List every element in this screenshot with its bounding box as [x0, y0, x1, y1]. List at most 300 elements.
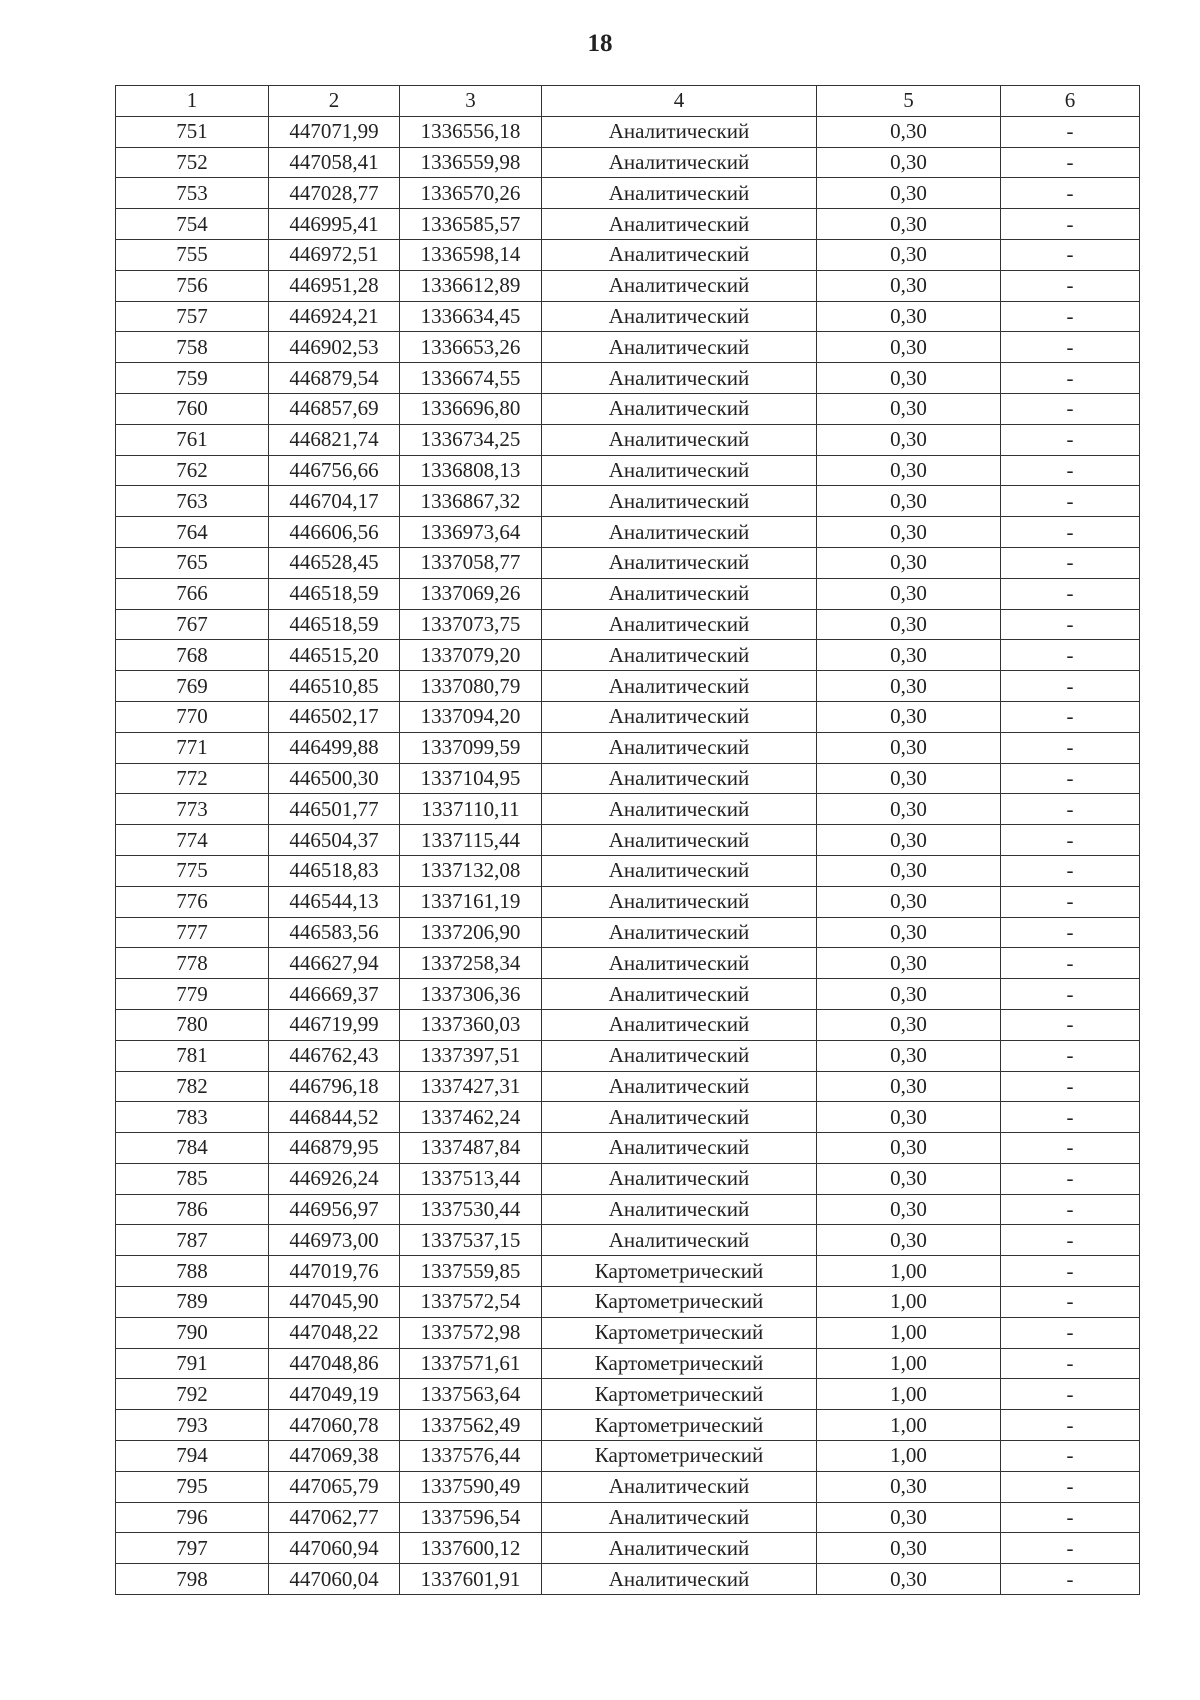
method-cell: Картометрический	[542, 1287, 817, 1318]
accuracy-cell: 0,30	[817, 763, 1001, 794]
accuracy-cell: 0,30	[817, 732, 1001, 763]
y-coordinate-cell: 1337094,20	[400, 701, 542, 732]
x-coordinate-cell: 446501,77	[269, 794, 400, 825]
accuracy-cell: 0,30	[817, 886, 1001, 917]
table-row	[116, 732, 1140, 763]
method-cell: Аналитический	[542, 363, 817, 394]
x-coordinate-cell: 446972,51	[269, 239, 400, 270]
x-coordinate-cell: 447048,22	[269, 1317, 400, 1348]
accuracy-cell: 0,30	[817, 147, 1001, 178]
accuracy-cell: 0,30	[817, 517, 1001, 548]
x-coordinate-cell: 447028,77	[269, 178, 400, 209]
point-number-cell: 755	[116, 239, 269, 270]
accuracy-cell: 0,30	[817, 1471, 1001, 1502]
x-coordinate-cell: 446951,28	[269, 270, 400, 301]
method-cell: Картометрический	[542, 1317, 817, 1348]
x-coordinate-cell: 446879,95	[269, 1133, 400, 1164]
x-coordinate-cell: 446606,56	[269, 517, 400, 548]
method-cell: Аналитический	[542, 917, 817, 948]
y-coordinate-cell: 1336559,98	[400, 147, 542, 178]
accuracy-cell: 0,30	[817, 332, 1001, 363]
description-cell: -	[1001, 209, 1140, 240]
table-row	[116, 1040, 1140, 1071]
table-row	[116, 424, 1140, 455]
point-number-cell: 772	[116, 763, 269, 794]
point-number-cell: 785	[116, 1163, 269, 1194]
point-number-cell: 775	[116, 855, 269, 886]
accuracy-cell: 0,30	[817, 486, 1001, 517]
accuracy-cell: 0,30	[817, 178, 1001, 209]
method-cell: Аналитический	[542, 1009, 817, 1040]
y-coordinate-cell: 1337115,44	[400, 825, 542, 856]
description-cell: -	[1001, 825, 1140, 856]
x-coordinate-cell: 447060,04	[269, 1564, 400, 1595]
table-row	[116, 1564, 1140, 1595]
description-cell: -	[1001, 979, 1140, 1010]
method-cell: Аналитический	[542, 270, 817, 301]
method-cell: Аналитический	[542, 609, 817, 640]
description-cell: -	[1001, 671, 1140, 702]
description-cell: -	[1001, 332, 1140, 363]
description-cell: -	[1001, 917, 1140, 948]
method-cell: Аналитический	[542, 886, 817, 917]
point-number-cell: 758	[116, 332, 269, 363]
accuracy-cell: 1,00	[817, 1379, 1001, 1410]
y-coordinate-cell: 1336696,80	[400, 393, 542, 424]
y-coordinate-cell: 1337073,75	[400, 609, 542, 640]
table-row	[116, 1471, 1140, 1502]
method-cell: Картометрический	[542, 1410, 817, 1441]
method-cell: Аналитический	[542, 332, 817, 363]
y-coordinate-cell: 1337462,24	[400, 1102, 542, 1133]
description-cell: -	[1001, 578, 1140, 609]
description-cell: -	[1001, 1256, 1140, 1287]
point-number-cell: 796	[116, 1502, 269, 1533]
method-cell: Картометрический	[542, 1348, 817, 1379]
y-coordinate-cell: 1336598,14	[400, 239, 542, 270]
y-coordinate-cell: 1336653,26	[400, 332, 542, 363]
point-number-cell: 767	[116, 609, 269, 640]
accuracy-cell: 0,30	[817, 855, 1001, 886]
point-number-cell: 770	[116, 701, 269, 732]
x-coordinate-cell: 447065,79	[269, 1471, 400, 1502]
point-number-cell: 798	[116, 1564, 269, 1595]
description-cell: -	[1001, 1102, 1140, 1133]
table-body	[116, 116, 1140, 1594]
description-cell: -	[1001, 486, 1140, 517]
accuracy-cell: 0,30	[817, 1225, 1001, 1256]
y-coordinate-cell: 1337559,85	[400, 1256, 542, 1287]
method-cell: Картометрический	[542, 1379, 817, 1410]
table-row	[116, 948, 1140, 979]
point-number-cell: 783	[116, 1102, 269, 1133]
accuracy-cell: 1,00	[817, 1410, 1001, 1441]
description-cell: -	[1001, 855, 1140, 886]
y-coordinate-cell: 1337080,79	[400, 671, 542, 702]
point-number-cell: 760	[116, 393, 269, 424]
accuracy-cell: 0,30	[817, 1533, 1001, 1564]
accuracy-cell: 0,30	[817, 116, 1001, 147]
point-number-cell: 766	[116, 578, 269, 609]
point-number-cell: 765	[116, 547, 269, 578]
method-cell: Аналитический	[542, 1163, 817, 1194]
table-row	[116, 1502, 1140, 1533]
accuracy-cell: 1,00	[817, 1348, 1001, 1379]
method-cell: Аналитический	[542, 948, 817, 979]
method-cell: Аналитический	[542, 1471, 817, 1502]
method-cell: Аналитический	[542, 701, 817, 732]
description-cell: -	[1001, 424, 1140, 455]
method-cell: Аналитический	[542, 732, 817, 763]
point-number-cell: 752	[116, 147, 269, 178]
y-coordinate-cell: 1337537,15	[400, 1225, 542, 1256]
table-row	[116, 1287, 1140, 1318]
x-coordinate-cell: 447062,77	[269, 1502, 400, 1533]
description-cell: -	[1001, 732, 1140, 763]
x-coordinate-cell: 446719,99	[269, 1009, 400, 1040]
y-coordinate-cell: 1337600,12	[400, 1533, 542, 1564]
method-cell: Картометрический	[542, 1256, 817, 1287]
y-coordinate-cell: 1337427,31	[400, 1071, 542, 1102]
x-coordinate-cell: 446504,37	[269, 825, 400, 856]
accuracy-cell: 0,30	[817, 578, 1001, 609]
accuracy-cell: 0,30	[817, 1502, 1001, 1533]
description-cell: -	[1001, 1564, 1140, 1595]
point-number-cell: 777	[116, 917, 269, 948]
table-row	[116, 301, 1140, 332]
method-cell: Аналитический	[542, 794, 817, 825]
x-coordinate-cell: 446528,45	[269, 547, 400, 578]
method-cell: Аналитический	[542, 1194, 817, 1225]
description-cell: -	[1001, 701, 1140, 732]
description-cell: -	[1001, 1317, 1140, 1348]
column-header-4: 4	[542, 86, 817, 117]
method-cell: Аналитический	[542, 1040, 817, 1071]
y-coordinate-cell: 1337206,90	[400, 917, 542, 948]
point-number-cell: 768	[116, 640, 269, 671]
point-number-cell: 791	[116, 1348, 269, 1379]
y-coordinate-cell: 1336867,32	[400, 486, 542, 517]
table-row	[116, 609, 1140, 640]
description-cell: -	[1001, 239, 1140, 270]
accuracy-cell: 1,00	[817, 1287, 1001, 1318]
x-coordinate-cell: 446879,54	[269, 363, 400, 394]
y-coordinate-cell: 1337571,61	[400, 1348, 542, 1379]
table-row	[116, 671, 1140, 702]
column-header-3: 3	[400, 86, 542, 117]
y-coordinate-cell: 1337161,19	[400, 886, 542, 917]
description-cell: -	[1001, 1133, 1140, 1164]
point-number-cell: 751	[116, 116, 269, 147]
point-number-cell: 776	[116, 886, 269, 917]
table-row	[116, 794, 1140, 825]
x-coordinate-cell: 446502,17	[269, 701, 400, 732]
point-number-cell: 764	[116, 517, 269, 548]
method-cell: Аналитический	[542, 301, 817, 332]
x-coordinate-cell: 446518,59	[269, 609, 400, 640]
method-cell: Аналитический	[542, 1225, 817, 1256]
point-number-cell: 779	[116, 979, 269, 1010]
description-cell: -	[1001, 609, 1140, 640]
x-coordinate-cell: 446518,59	[269, 578, 400, 609]
y-coordinate-cell: 1337110,11	[400, 794, 542, 825]
description-cell: -	[1001, 1410, 1140, 1441]
y-coordinate-cell: 1337572,54	[400, 1287, 542, 1318]
x-coordinate-cell: 446500,30	[269, 763, 400, 794]
point-number-cell: 787	[116, 1225, 269, 1256]
table-row	[116, 701, 1140, 732]
method-cell: Аналитический	[542, 855, 817, 886]
y-coordinate-cell: 1337563,64	[400, 1379, 542, 1410]
accuracy-cell: 0,30	[817, 917, 1001, 948]
point-number-cell: 795	[116, 1471, 269, 1502]
coordinates-table	[115, 85, 1140, 1595]
point-number-cell: 761	[116, 424, 269, 455]
table-row	[116, 517, 1140, 548]
point-number-cell: 792	[116, 1379, 269, 1410]
point-number-cell: 782	[116, 1071, 269, 1102]
y-coordinate-cell: 1337360,03	[400, 1009, 542, 1040]
column-header-1: 1	[116, 86, 269, 117]
table-header-row	[116, 86, 1140, 117]
accuracy-cell: 0,30	[817, 671, 1001, 702]
point-number-cell: 756	[116, 270, 269, 301]
method-cell: Аналитический	[542, 1564, 817, 1595]
description-cell: -	[1001, 1502, 1140, 1533]
method-cell: Аналитический	[542, 178, 817, 209]
table-row	[116, 855, 1140, 886]
table-row	[116, 1317, 1140, 1348]
accuracy-cell: 0,30	[817, 1040, 1001, 1071]
table-row	[116, 1133, 1140, 1164]
x-coordinate-cell: 446583,56	[269, 917, 400, 948]
y-coordinate-cell: 1337601,91	[400, 1564, 542, 1595]
y-coordinate-cell: 1336556,18	[400, 116, 542, 147]
x-coordinate-cell: 447048,86	[269, 1348, 400, 1379]
method-cell: Аналитический	[542, 486, 817, 517]
x-coordinate-cell: 446796,18	[269, 1071, 400, 1102]
column-header-6: 6	[1001, 86, 1140, 117]
method-cell: Аналитический	[542, 455, 817, 486]
point-number-cell: 781	[116, 1040, 269, 1071]
point-number-cell: 793	[116, 1410, 269, 1441]
x-coordinate-cell: 446973,00	[269, 1225, 400, 1256]
y-coordinate-cell: 1337069,26	[400, 578, 542, 609]
point-number-cell: 773	[116, 794, 269, 825]
method-cell: Аналитический	[542, 116, 817, 147]
accuracy-cell: 1,00	[817, 1256, 1001, 1287]
y-coordinate-cell: 1336570,26	[400, 178, 542, 209]
y-coordinate-cell: 1337513,44	[400, 1163, 542, 1194]
description-cell: -	[1001, 1441, 1140, 1472]
y-coordinate-cell: 1337397,51	[400, 1040, 542, 1071]
accuracy-cell: 0,30	[817, 701, 1001, 732]
x-coordinate-cell: 447069,38	[269, 1441, 400, 1472]
description-cell: -	[1001, 116, 1140, 147]
description-cell: -	[1001, 886, 1140, 917]
x-coordinate-cell: 446926,24	[269, 1163, 400, 1194]
description-cell: -	[1001, 1533, 1140, 1564]
y-coordinate-cell: 1336634,45	[400, 301, 542, 332]
method-cell: Аналитический	[542, 517, 817, 548]
table-row	[116, 1225, 1140, 1256]
description-cell: -	[1001, 1287, 1140, 1318]
point-number-cell: 780	[116, 1009, 269, 1040]
table-row	[116, 547, 1140, 578]
table-row	[116, 917, 1140, 948]
table-row	[116, 393, 1140, 424]
accuracy-cell: 0,30	[817, 1163, 1001, 1194]
table-row	[116, 1533, 1140, 1564]
y-coordinate-cell: 1337099,59	[400, 732, 542, 763]
accuracy-cell: 1,00	[817, 1317, 1001, 1348]
method-cell: Аналитический	[542, 239, 817, 270]
x-coordinate-cell: 446924,21	[269, 301, 400, 332]
description-cell: -	[1001, 270, 1140, 301]
point-number-cell: 769	[116, 671, 269, 702]
point-number-cell: 774	[116, 825, 269, 856]
table-row	[116, 270, 1140, 301]
accuracy-cell: 0,30	[817, 1564, 1001, 1595]
table-row	[116, 363, 1140, 394]
method-cell: Аналитический	[542, 1102, 817, 1133]
table-row	[116, 147, 1140, 178]
method-cell: Аналитический	[542, 825, 817, 856]
description-cell: -	[1001, 948, 1140, 979]
table-row	[116, 1009, 1140, 1040]
description-cell: -	[1001, 794, 1140, 825]
accuracy-cell: 0,30	[817, 825, 1001, 856]
accuracy-cell: 0,30	[817, 455, 1001, 486]
table-row	[116, 1194, 1140, 1225]
x-coordinate-cell: 446902,53	[269, 332, 400, 363]
description-cell: -	[1001, 1040, 1140, 1071]
x-coordinate-cell: 446821,74	[269, 424, 400, 455]
accuracy-cell: 0,30	[817, 209, 1001, 240]
point-number-cell: 794	[116, 1441, 269, 1472]
table-row	[116, 1163, 1140, 1194]
x-coordinate-cell: 447049,19	[269, 1379, 400, 1410]
accuracy-cell: 0,30	[817, 1194, 1001, 1225]
accuracy-cell: 0,30	[817, 1071, 1001, 1102]
method-cell: Аналитический	[542, 578, 817, 609]
x-coordinate-cell: 447060,78	[269, 1410, 400, 1441]
description-cell: -	[1001, 1009, 1140, 1040]
table-row	[116, 886, 1140, 917]
description-cell: -	[1001, 1225, 1140, 1256]
y-coordinate-cell: 1337132,08	[400, 855, 542, 886]
point-number-cell: 759	[116, 363, 269, 394]
accuracy-cell: 0,30	[817, 979, 1001, 1010]
description-cell: -	[1001, 547, 1140, 578]
accuracy-cell: 0,30	[817, 393, 1001, 424]
table-row	[116, 1348, 1140, 1379]
table-row	[116, 578, 1140, 609]
method-cell: Аналитический	[542, 640, 817, 671]
description-cell: -	[1001, 1471, 1140, 1502]
x-coordinate-cell: 447058,41	[269, 147, 400, 178]
point-number-cell: 754	[116, 209, 269, 240]
table-row	[116, 1379, 1140, 1410]
x-coordinate-cell: 446995,41	[269, 209, 400, 240]
description-cell: -	[1001, 363, 1140, 394]
method-cell: Аналитический	[542, 209, 817, 240]
page-number: 18	[587, 30, 613, 57]
table-row	[116, 825, 1140, 856]
accuracy-cell: 0,30	[817, 270, 1001, 301]
accuracy-cell: 0,30	[817, 363, 1001, 394]
method-cell: Аналитический	[542, 424, 817, 455]
accuracy-cell: 0,30	[817, 1102, 1001, 1133]
method-cell: Аналитический	[542, 1502, 817, 1533]
y-coordinate-cell: 1336973,64	[400, 517, 542, 548]
x-coordinate-cell: 446844,52	[269, 1102, 400, 1133]
description-cell: -	[1001, 301, 1140, 332]
method-cell: Аналитический	[542, 393, 817, 424]
x-coordinate-cell: 446518,83	[269, 855, 400, 886]
accuracy-cell: 0,30	[817, 794, 1001, 825]
table-row	[116, 763, 1140, 794]
accuracy-cell: 0,30	[817, 239, 1001, 270]
description-cell: -	[1001, 640, 1140, 671]
y-coordinate-cell: 1337562,49	[400, 1410, 542, 1441]
description-cell: -	[1001, 393, 1140, 424]
method-cell: Аналитический	[542, 763, 817, 794]
y-coordinate-cell: 1336612,89	[400, 270, 542, 301]
accuracy-cell: 0,30	[817, 609, 1001, 640]
x-coordinate-cell: 446515,20	[269, 640, 400, 671]
description-cell: -	[1001, 763, 1140, 794]
y-coordinate-cell: 1337576,44	[400, 1441, 542, 1472]
x-coordinate-cell: 446627,94	[269, 948, 400, 979]
accuracy-cell: 0,30	[817, 547, 1001, 578]
y-coordinate-cell: 1336734,25	[400, 424, 542, 455]
accuracy-cell: 0,30	[817, 948, 1001, 979]
x-coordinate-cell: 446704,17	[269, 486, 400, 517]
table-row	[116, 178, 1140, 209]
accuracy-cell: 0,30	[817, 301, 1001, 332]
table-row	[116, 209, 1140, 240]
method-cell: Аналитический	[542, 547, 817, 578]
point-number-cell: 762	[116, 455, 269, 486]
x-coordinate-cell: 447019,76	[269, 1256, 400, 1287]
description-cell: -	[1001, 1379, 1140, 1410]
y-coordinate-cell: 1337058,77	[400, 547, 542, 578]
table-row	[116, 640, 1140, 671]
point-number-cell: 763	[116, 486, 269, 517]
column-header-2: 2	[269, 86, 400, 117]
table-row	[116, 1410, 1140, 1441]
table-row	[116, 116, 1140, 147]
y-coordinate-cell: 1337596,54	[400, 1502, 542, 1533]
point-number-cell: 789	[116, 1287, 269, 1318]
accuracy-cell: 1,00	[817, 1441, 1001, 1472]
description-cell: -	[1001, 178, 1140, 209]
method-cell: Аналитический	[542, 1133, 817, 1164]
accuracy-cell: 0,30	[817, 1009, 1001, 1040]
y-coordinate-cell: 1337590,49	[400, 1471, 542, 1502]
x-coordinate-cell: 447060,94	[269, 1533, 400, 1564]
x-coordinate-cell: 447045,90	[269, 1287, 400, 1318]
x-coordinate-cell: 446499,88	[269, 732, 400, 763]
y-coordinate-cell: 1337530,44	[400, 1194, 542, 1225]
method-cell: Картометрический	[542, 1441, 817, 1472]
description-cell: -	[1001, 1163, 1140, 1194]
table-row	[116, 1256, 1140, 1287]
accuracy-cell: 0,30	[817, 424, 1001, 455]
y-coordinate-cell: 1337306,36	[400, 979, 542, 1010]
point-number-cell: 753	[116, 178, 269, 209]
